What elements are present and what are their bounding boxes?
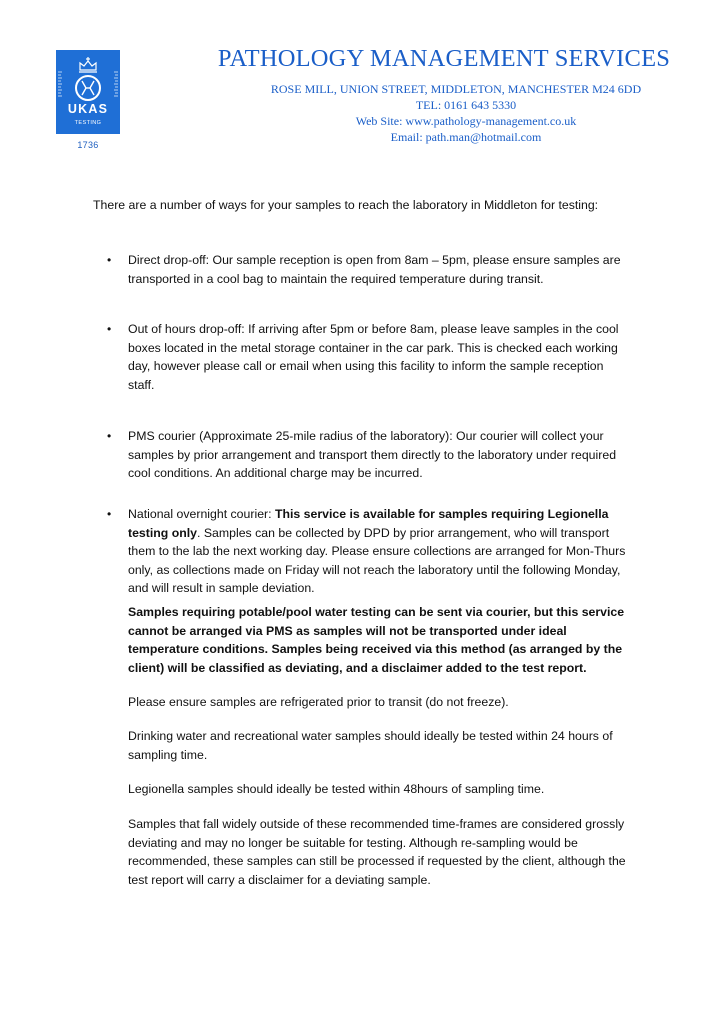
- paragraph-legionella: Legionella samples should ideally be tested within 48hours of sampling time.: [128, 782, 545, 796]
- company-address: ROSE MILL, UNION STREET, MIDDLETON, MANCHESTER M24 6DD: [270, 82, 642, 96]
- list-item-text: Direct drop-off: Our sample reception is open from 8am – 5pm, please ensure samples are transported in a cool bag to maintain the required temperature during transit.: [128, 253, 621, 286]
- bullet-icon: •: [107, 429, 112, 443]
- list-item-text: Out of hours drop-off: If arriving after 5pm or before 8am, please leave samples in the cool boxes located in the metal storage container in the car park. This is checked each working day, however please call or email when using this facility to inform the sample reception staff.: [128, 322, 619, 392]
- bullet-icon: •: [107, 253, 112, 267]
- list-item-pms-courier: [107, 427, 627, 483]
- list-item-out-of-hours: [107, 320, 627, 394]
- list-item-text: PMS courier (Approximate 25-mile radius of the laboratory): Our courier will collect your samples by prior arrangement and transport them directly to the laboratory under required cool conditions. An additional charge may be incurred.: [128, 429, 617, 480]
- ukas-crown-logo-icon: [56, 50, 120, 134]
- svg-text:UKAS: UKAS: [67, 102, 109, 116]
- list-item-national-courier: [107, 505, 627, 598]
- list-item-direct-drop-off: [107, 251, 627, 288]
- accreditation-logo-block: [56, 50, 120, 150]
- svg-text:TESTING: TESTING: [74, 120, 102, 126]
- paragraph-refrigeration: Please ensure samples are refrigerated prior to transit (do not freeze).: [128, 695, 509, 709]
- company-email[interactable]: Email: path.man@hotmail.com: [390, 130, 542, 144]
- company-telephone: TEL: 0161 643 5330: [415, 98, 517, 112]
- paragraph-deviating-samples: Samples that fall widely outside of these recommended time-frames are considered grossly deviating and may no longer be suitable for testing. Although re-sampling would be recommended, these samples can still be processed if requested by the client, although the test report will carry a disclaimer for a deviating sample.: [128, 817, 626, 887]
- list-item-text-prefix: National overnight courier:: [128, 507, 275, 521]
- list-item-text-suffix: . Samples can be collected by DPD by prior arrangement, who will transport them to the lab the next working day. Please ensure collections are arranged for Mon-Thurs only, as collections made on Friday will not reach the laboratory until the following Monday, and will result in sample deviation.: [128, 525, 626, 595]
- bold-notice: Samples requiring potable/pool water testing can be sent via courier, but this service cannot be arranged via PMS as samples will not be transported under ideal temperature conditions. Samples being received via this method (as arranged by the client) will be classified as deviating, and a disclaimer added to the test report.: [128, 605, 625, 675]
- bullet-icon: •: [107, 507, 112, 521]
- letterhead: [180, 44, 690, 145]
- company-name: PATHOLOGY MANAGEMENT SERVICES: [217, 45, 671, 72]
- intro-text: There are a number of ways for your samples to reach the laboratory in Middleton for testing:: [93, 198, 599, 212]
- accreditation-number: 1736: [77, 140, 99, 150]
- ukas-logo: [56, 50, 120, 134]
- paragraph-drinking-water: Drinking water and recreational water samples should ideally be tested within 24 hours of sampling time.: [128, 729, 613, 762]
- list-item-text: [128, 505, 627, 598]
- company-website[interactable]: Web Site: www.pathology-management.co.uk: [355, 114, 577, 128]
- list-item-text-bold: This service is available for samples requiring Legionella testing only: [128, 507, 609, 540]
- bullet-icon: •: [107, 322, 112, 336]
